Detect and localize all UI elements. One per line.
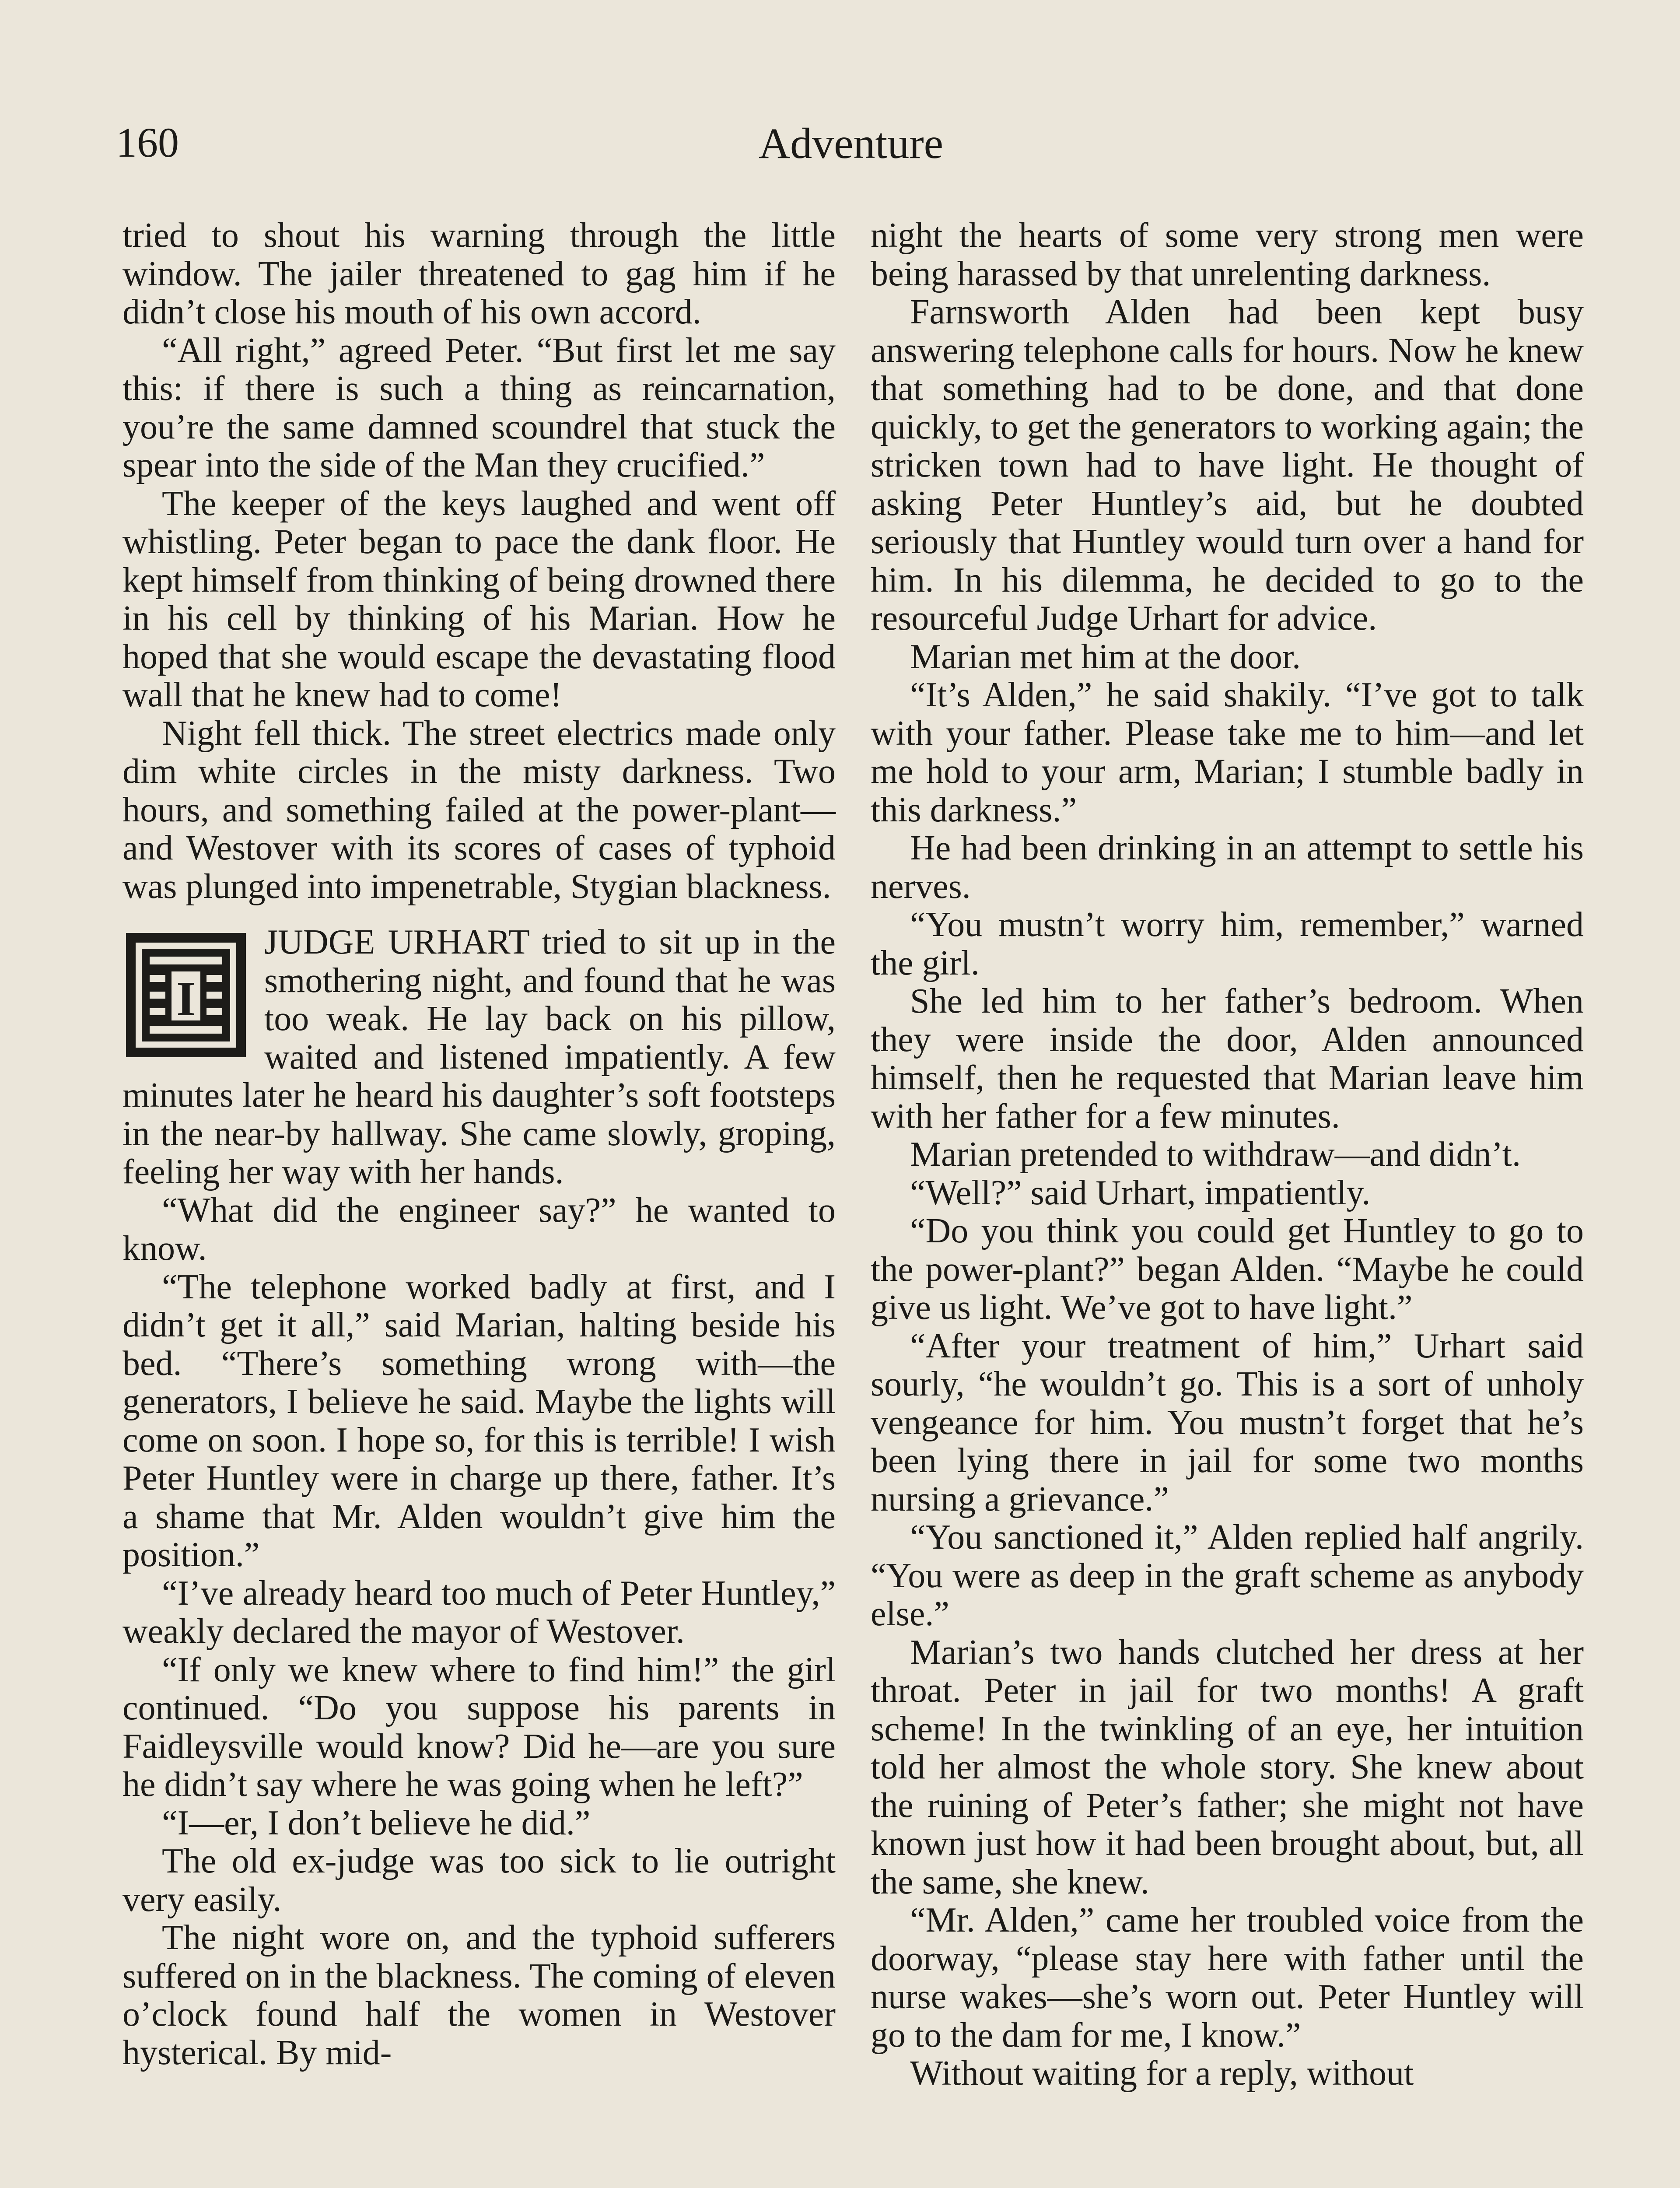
paragraph: “I—er, I don’t believe he did.” bbox=[162, 1803, 591, 1842]
paragraph: Marian met him at the door. bbox=[910, 637, 1301, 676]
paragraph: night the hearts of some very strong men were being harassed by that unrelenting darkness. bbox=[871, 216, 1584, 293]
paragraph: “After your treatment of him,” Urhart said sourly, “he wouldn’t go. This is a sort of unholy vengeance for him. You mustn’t forget that he’s been lying there in jail for some two months nursing a grievance.” bbox=[871, 1326, 1584, 1518]
paragraph: “The telephone worked badly at first, and I didn’t get it all,” said Marian, halting beside his bed. “There’s something wrong with—the generators, I believe he said. Maybe the lights will come on soon. I hope so, for this is terrible! I wish Peter Huntley were in charge up there, father. It’s a shame that Mr. Alden wouldn’t give him the position.” bbox=[122, 1267, 836, 1574]
paragraph: “I’ve already heard too much of Peter Huntley,” weakly declared the mayor of Westover. bbox=[122, 1574, 836, 1651]
paragraph: The old ex-judge was too sick to lie outright very easily. bbox=[122, 1842, 836, 1919]
right-column bbox=[871, 217, 1584, 2093]
paragraph: “Do you think you could get Huntley to go to the power-plant?” began Alden. “Maybe he could give us light. We’ve got to have light.” bbox=[871, 1212, 1584, 1327]
paragraph: Marian’s two hands clutched her dress at her throat. Peter in jail for two months! A graft scheme! In the twinkling of an eye, her intuition told her almost the whole story. She knew about the ruining of Peter’s father; she might not have known just how it had been brought about, but, all the same, she knew. bbox=[871, 1633, 1584, 1901]
section-opening bbox=[122, 923, 836, 1192]
paragraph: “If only we knew where to find him!” the girl continued. “Do you suppose his parents in Faidleysville would know? Did he—are you sure he didn’t say where he was going when he left?” bbox=[122, 1650, 836, 1804]
dropcap-letter: I bbox=[176, 972, 196, 1026]
paragraph: Farnsworth Alden had been kept busy answering telephone calls for hours. Now he knew that something had to be done, and that done quickly, to get the generators to working again; the stricken town had to have light. He thought of asking Peter Huntley’s aid, but he doubted seriously that Huntley would turn over a hand for him. In his dilemma, he decided to go to the resourceful Judge Urhart for advice. bbox=[871, 293, 1584, 638]
paragraph: He had been drinking in an attempt to settle his nerves. bbox=[871, 829, 1584, 906]
paragraph: Night fell thick. The street electrics made only dim white circles in the misty darkness. Two hours, and something failed at the power-plant—and Westover with its scores of cases of typhoid was plunged into impenetrable, Stygian blackness. bbox=[122, 714, 836, 906]
paragraph: “It’s Alden,” he said shakily. “I’ve got to talk with your father. Please take me to him—and let me hold to your arm, Marian; I stumble badly in this darkness.” bbox=[871, 676, 1584, 829]
paragraph: Without waiting for a reply, without bbox=[910, 2054, 1414, 2093]
page-header bbox=[116, 118, 1586, 193]
paragraph: Marian pretended to withdraw—and didn’t. bbox=[910, 1135, 1521, 1174]
paragraph: The night wore on, and the typhoid sufferers suffered on in the blackness. The coming of eleven o’clock found half the women in Westover hysterical. By mid- bbox=[122, 1918, 836, 2072]
paragraph: “You sanctioned it,” Alden replied half angrily. “You were as deep in the graft scheme as anybody else.” bbox=[871, 1518, 1584, 1633]
paragraph: The keeper of the keys laughed and went off whistling. Peter began to pace the dank floor. He kept himself from thinking of being drowned there in his cell by thinking of his Marian. How he hoped that she would escape the devastating flood wall that he knew had to come! bbox=[122, 484, 836, 714]
paragraph: “What did the engineer say?” he wanted to know. bbox=[122, 1191, 836, 1268]
paragraph: “Well?” said Urhart, impatiently. bbox=[910, 1173, 1371, 1212]
paragraph: “All right,” agreed Peter. “But first let me say this: if there is such a thing as reincarnation, you’re the same damned scoundrel that stuck the spear into the side of the Man they crucified.” bbox=[122, 331, 836, 484]
ornamental-dropcap-icon bbox=[122, 929, 249, 1061]
paragraph: She led him to her father’s bedroom. When they were inside the door, Alden announced himself, then he requested that Marian leave him with her father for a few minutes. bbox=[871, 982, 1584, 1136]
running-title: Adventure bbox=[758, 119, 944, 168]
left-column bbox=[122, 217, 836, 2072]
page-number: 160 bbox=[116, 119, 179, 166]
section-opening-text: JUDGE URHART tried to sit up in the smothering night, and found that he was too weak. He lay back on his pillow, waited and listened impatiently. A few minutes later he heard his daughter’s soft footsteps in the near-by hallway. She came slowly, groping, feeling her way with her hands. bbox=[122, 923, 836, 1191]
paragraph: “Mr. Alden,” came her troubled voice from the doorway, “please stay here with father until the nurse wakes—she’s worn out. Peter Huntley will go to the dam for me, I know.” bbox=[871, 1901, 1584, 2055]
paragraph: tried to shout his warning through the little window. The jailer threatened to gag him if he didn’t close his mouth of his own accord. bbox=[122, 216, 836, 331]
paragraph: “You mustn’t worry him, remember,” warned the girl. bbox=[871, 905, 1584, 982]
